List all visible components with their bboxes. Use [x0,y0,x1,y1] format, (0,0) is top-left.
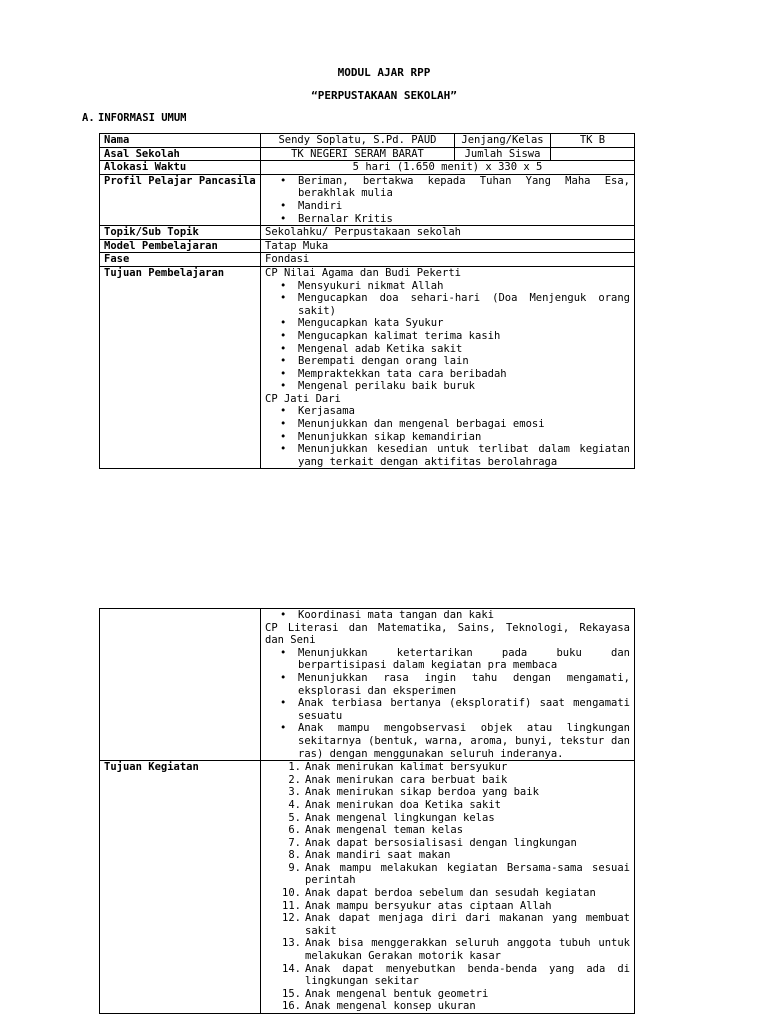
list-text: Anak dapat berdoa sebelum dan sesudah kegiatan [305,887,596,900]
model-label: Model Pembelajaran [100,239,261,253]
fase-label: Fase [100,253,261,267]
list-text: Anak menirukan sikap berdoa yang baik [305,786,539,799]
list-number: 16. [282,1000,301,1013]
list-item: • Mengucapkan kalimat terima kasih [265,330,630,343]
row-tujuan-continued [100,609,635,761]
list-number: 10. [282,887,301,900]
list-text: Anak menirukan cara berbuat baik [305,773,508,786]
list-text: Anak mampu melakukan kegiatan Bersama-sama sesuai perintah [305,861,630,887]
continuation-table [99,608,635,1014]
profil-list [265,175,630,225]
nama-value: Sendy Soplatu, S.Pd. PAUD [261,134,455,148]
list-item: • Menunjukkan dan mengenal berbagai emosi [265,418,630,431]
list-item: • Mandiri [265,200,630,213]
list-item: • Mempraktekkan tata cara beribadah [265,368,630,381]
list-item [265,887,630,900]
section-letter: A. [82,112,95,124]
list-item [265,937,630,962]
list-number: 3. [288,786,301,799]
list-item [265,786,630,799]
list-text: Anak menirukan kalimat bersyukur [305,761,508,774]
list-text: Anak mengenal teman kelas [305,824,464,837]
list-item [265,799,630,812]
list-item: • Koordinasi mata tangan dan kaki [265,609,630,622]
row-nama [100,134,635,148]
row-kegiatan [100,761,635,1014]
list-number: 15. [282,987,301,1000]
list-text: Anak bisa menggerakkan seluruh anggota tubuh untuk melakukan Gerakan motorik kasar [305,937,630,963]
list-number: 14. [282,962,301,975]
cont-list [265,609,630,622]
model-value: Tatap Muka [261,239,635,253]
topik-label: Topik/Sub Topik [100,226,261,240]
list-number: 11. [282,899,301,912]
empty-label [100,609,261,761]
list-item: • Mengucapkan doa sehari-hari (Doa Menjenguk orang sakit) [265,292,630,317]
info-table [99,133,635,469]
list-text: Anak mampu bersyukur atas ciptaan Allah [305,899,552,912]
list-number: 2. [288,773,301,786]
topik-value: Sekolahku/ Perpustakaan sekolah [261,226,635,240]
list-item: • Beriman, bertakwa kepada Tuhan Yang Maha Esa, berakhlak mulia [265,175,630,200]
list-number: 5. [288,811,301,824]
alokasi-value: 5 hari (1.650 menit) x 330 x 5 [261,161,635,175]
list-number: 8. [288,849,301,862]
list-text: Anak dapat bersosialisasi dengan lingkungan [305,836,577,849]
list-text: Anak dapat menyebutkan benda-benda yang ada di lingkungan sekitar [305,962,630,988]
list-item: • Menunjukkan kesedian untuk terlibat dalam kegiatan yang terkait dengan aktifitas berolahraga [265,443,630,468]
list-item: • Menunjukkan rasa ingin tahu dengan mengamati, eksplorasi dan eksperimen [265,672,630,697]
document-subtitle: “PERPUSTAKAAN SEKOLAH” [311,89,457,102]
profil-label: Profil Pelajar Pancasila [100,174,261,225]
list-item: • Mensyukuri nikmat Allah [265,280,630,293]
list-text: Anak mandiri saat makan [305,849,451,862]
profil-cell [261,174,635,225]
jumlah-label: Jumlah Siswa [455,147,551,161]
cp2-list [265,405,630,468]
list-text: Anak mengenal konsep ukuran [305,1000,476,1013]
list-item: • Mengenal adab Ketika sakit [265,343,630,356]
fase-value: Fondasi [261,253,635,267]
list-item [265,900,630,913]
list-item [265,912,630,937]
cp2-title: CP Jati Dari [265,392,341,405]
list-item: • Anak terbiasa bertanya (eksploratif) saat mengamati sesuatu [265,697,630,722]
list-number: 9. [288,861,301,874]
list-item: • Mengucapkan kata Syukur [265,317,630,330]
row-asal [100,147,635,161]
list-number: 4. [288,798,301,811]
kegiatan-label: Tujuan Kegiatan [100,761,261,1014]
row-fase [100,253,635,267]
list-item [265,849,630,862]
tujuan-label: Tujuan Pembelajaran [100,266,261,469]
row-profil [100,174,635,225]
tujuan-cell [261,266,635,469]
list-item [265,824,630,837]
asal-label: Asal Sekolah [100,147,261,161]
list-text: Anak mengenal lingkungan kelas [305,811,495,824]
row-model [100,239,635,253]
list-text: Anak dapat menjaga diri dari makanan yang membuat sakit [305,912,630,937]
tujuan-continued-cell [261,609,635,761]
kegiatan-cell [261,761,635,1014]
row-alokasi [100,161,635,175]
list-item [265,837,630,850]
list-item: • Anak mampu mengobservasi objek atau lingkungan sekitarnya (bentuk, warna, aroma, bunyi, tekstur dan ras) dengan menggunakan seluruh inderanya. [265,722,630,760]
nama-label: Nama [100,134,261,148]
list-item [265,963,630,988]
list-item: • Menunjukkan ketertarikan pada buku dan berpartisipasi dalam kegiatan pra membaca [265,647,630,672]
list-item [265,761,630,774]
cp1-list [265,280,630,393]
section-heading [82,112,187,124]
list-item [265,862,630,887]
jumlah-value [551,147,635,161]
list-item [265,774,630,787]
list-number: 13. [282,937,301,950]
cp3-list [265,647,630,760]
list-item [265,812,630,825]
list-item: • Berempati dengan orang lain [265,355,630,368]
kegiatan-list [265,761,630,1013]
list-text: Anak menirukan doa Ketika sakit [305,798,501,811]
jenjang-value: TK B [551,134,635,148]
list-number: 6. [288,824,301,837]
section-title: INFORMASI UMUM [98,112,187,124]
list-number: 1. [288,761,301,774]
list-item: • Kerjasama [265,405,630,418]
row-topik [100,226,635,240]
asal-value: TK NEGERI SERAM BARAT [261,147,455,161]
row-tujuan [100,266,635,469]
list-number: 7. [288,836,301,849]
document-title: MODUL AJAR RPP [337,66,431,79]
alokasi-label: Alokasi Waktu [100,161,261,175]
list-item: • Menunjukkan sikap kemandirian [265,431,630,444]
list-text: Anak mengenal bentuk geometri [305,987,489,1000]
list-item: • Mengenal perilaku baik buruk [265,380,630,393]
list-item [265,1000,630,1013]
cp1-title: CP Nilai Agama dan Budi Pekerti [265,266,461,279]
list-item: • Bernalar Kritis [265,213,630,226]
cp3-title: CP Literasi dan Matematika, Sains, Teknologi, Rekayasa dan Seni [265,621,630,647]
list-item [265,988,630,1001]
list-number: 12. [282,912,301,925]
jenjang-label: Jenjang/Kelas [455,134,551,148]
